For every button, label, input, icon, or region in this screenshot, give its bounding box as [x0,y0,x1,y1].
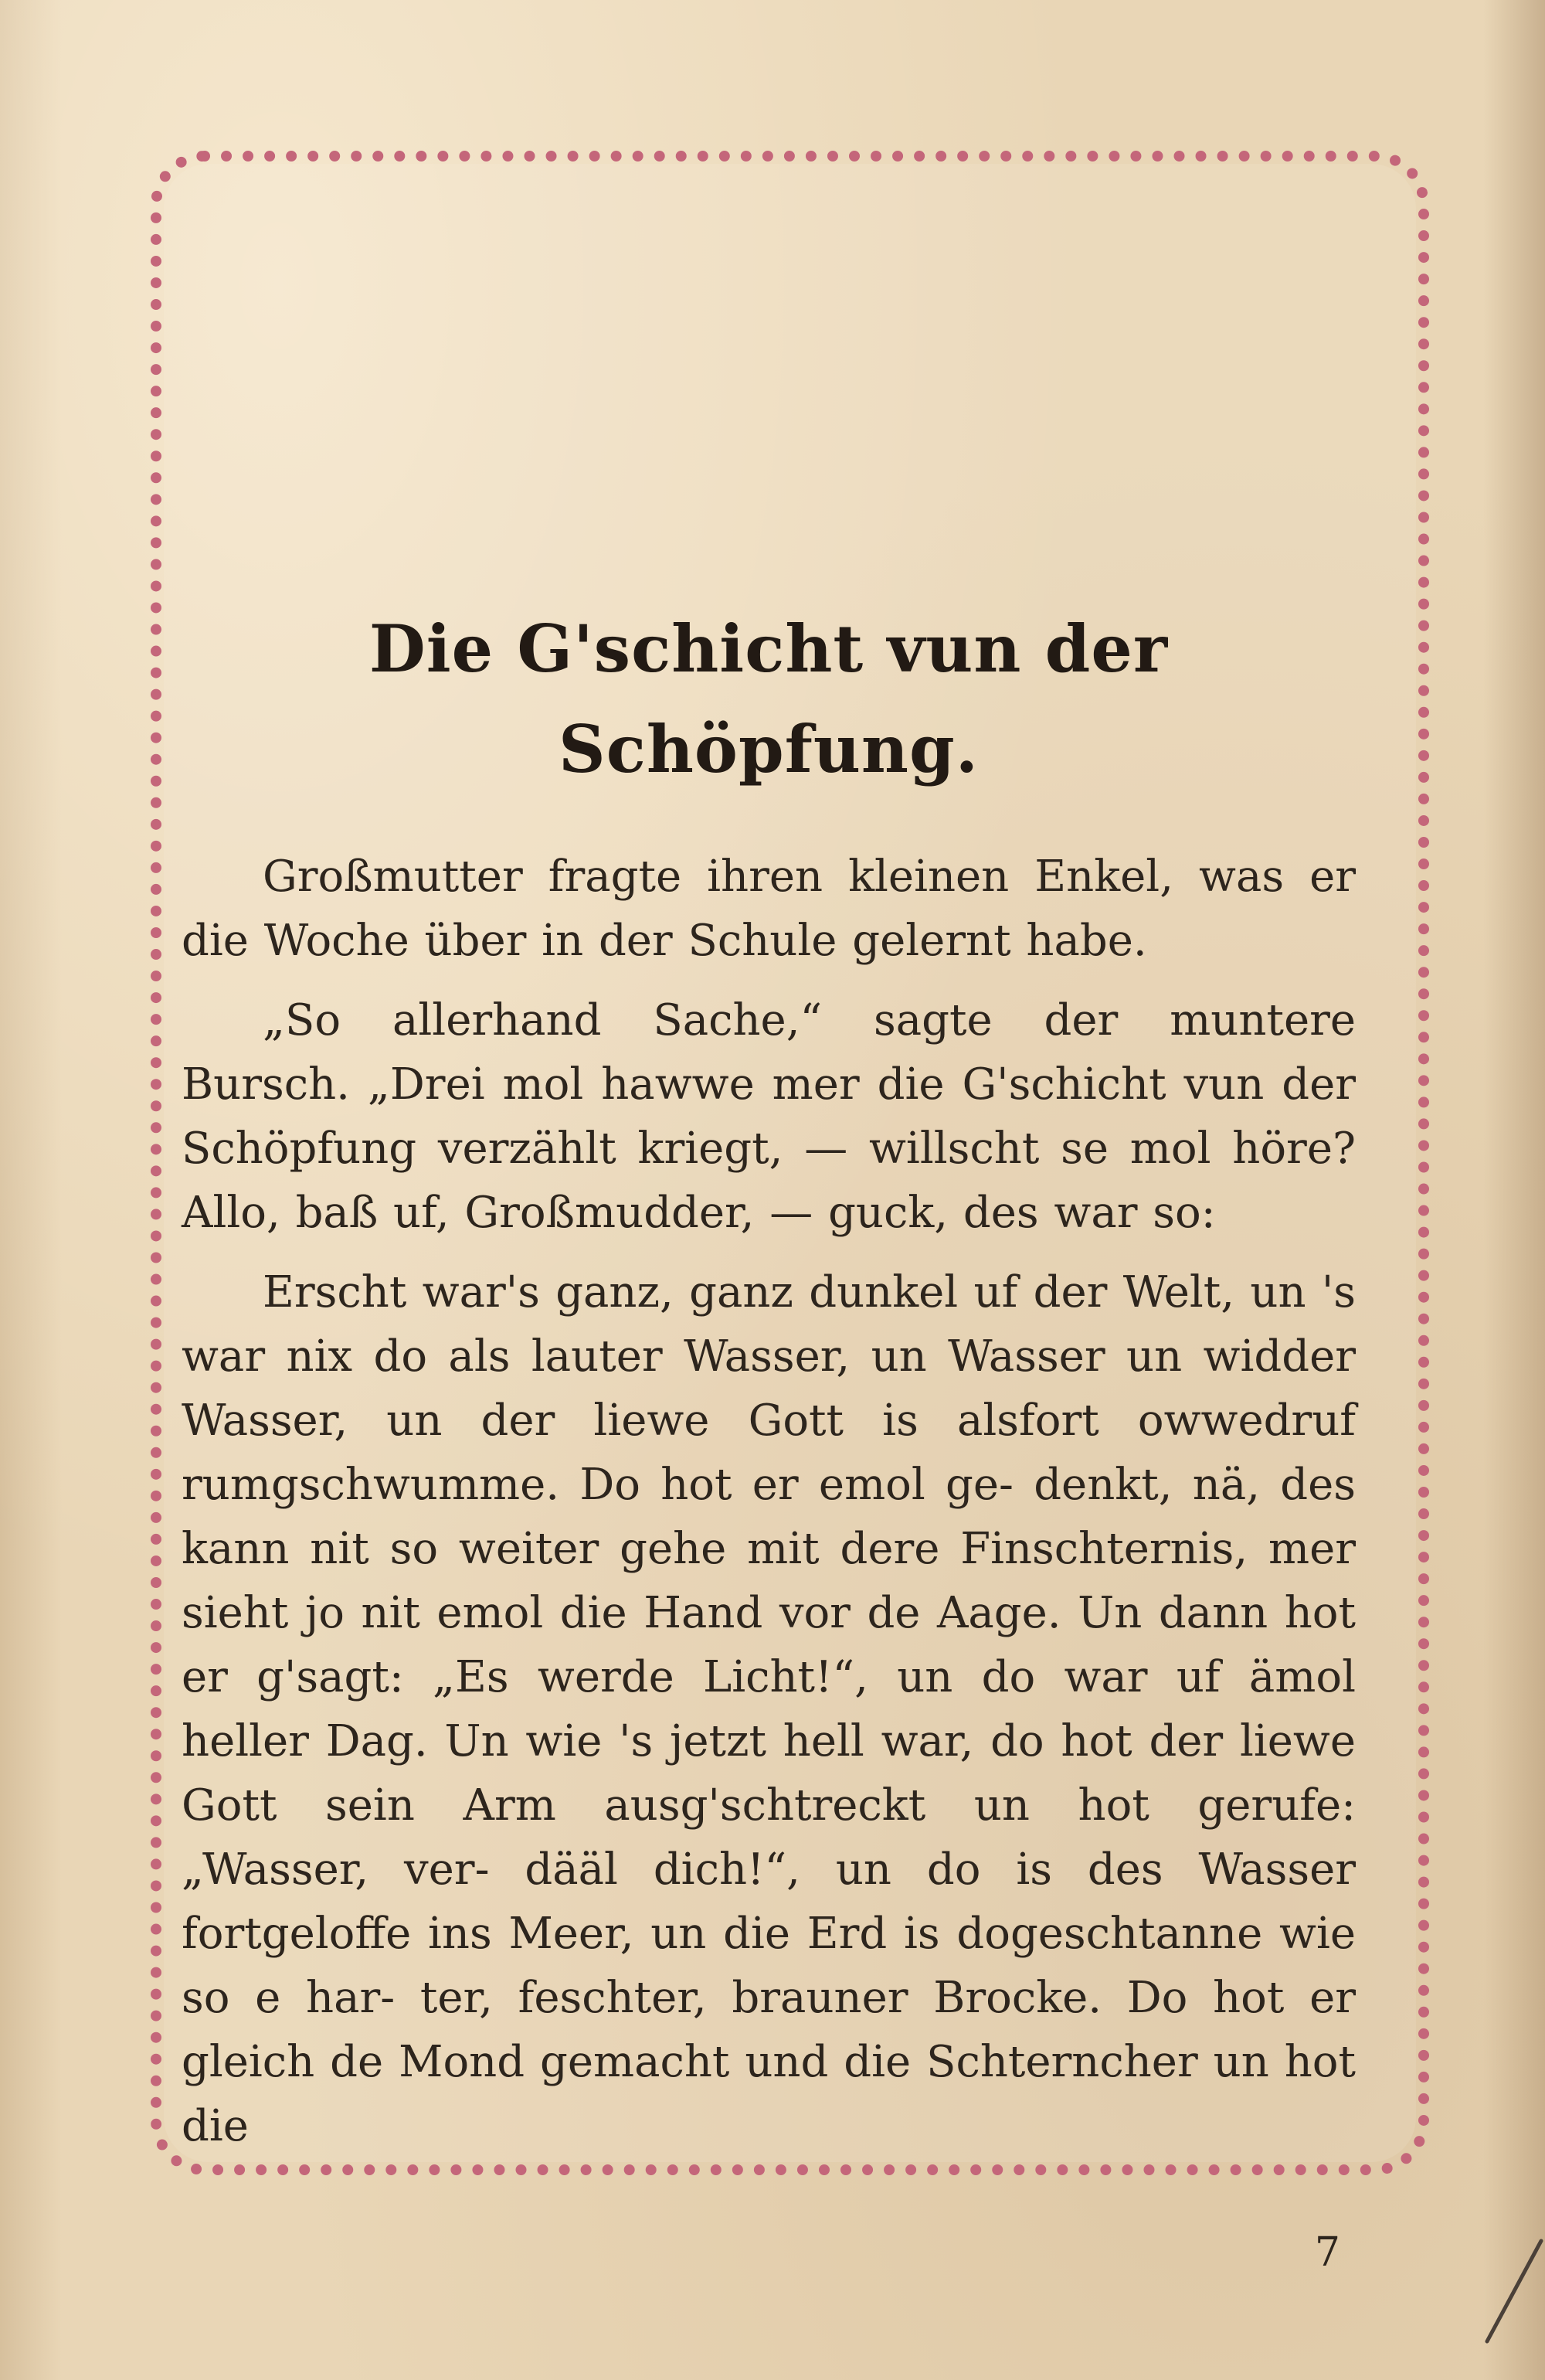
paragraph-1: Großmutter fragte ihren kleinen Enkel, was er die Woche über in der Schule gelernt habe. [182,852,1356,966]
text-block [182,599,1356,2158]
page-title: Die G'schicht vun der Schöpfung. [368,610,1169,787]
paragraph-3: Erscht war's ganz, ganz dunkel uf der Welt, un 's war nix do als lauter Wasser, un Wasser un widder Wasser, un der liewe Gott is alsfort owwedruf rumgschwumme. Do hot er emol ge- denkt, nä, des kann nit so weiter gehe mit dere Finschternis, mer sieht jo nit emol die Hand vor de Aage. Un dann hot er g'sagt: „Es werde Licht!“, un do war uf ämol heller Dag. Un wie 's jetzt hell war, do hot der liewe Gott sein Arm ausg'schtreckt un hot gerufe: „Wasser, ver- dääl dich!“, un do is des Wasser fortgeloffe ins Meer, un die Erd is dogeschtanne wie so e har- ter, feschter, brauner Brocke. Do hot er gleich de Mond gemacht und die Schterncher un hot die [182,1267,1356,2151]
page-number: 7 [1314,2229,1340,2276]
paragraph-2: „So allerhand Sache,“ sagte der muntere Bursch. „Drei mol hawwe mer die G'schicht vun der Schöpfung verzählt kriegt, — willscht se mol höre? Allo, baß uf, Großmudder, — guck, des war so: [182,995,1356,1238]
corner-pencil-mark [1475,2233,1545,2349]
